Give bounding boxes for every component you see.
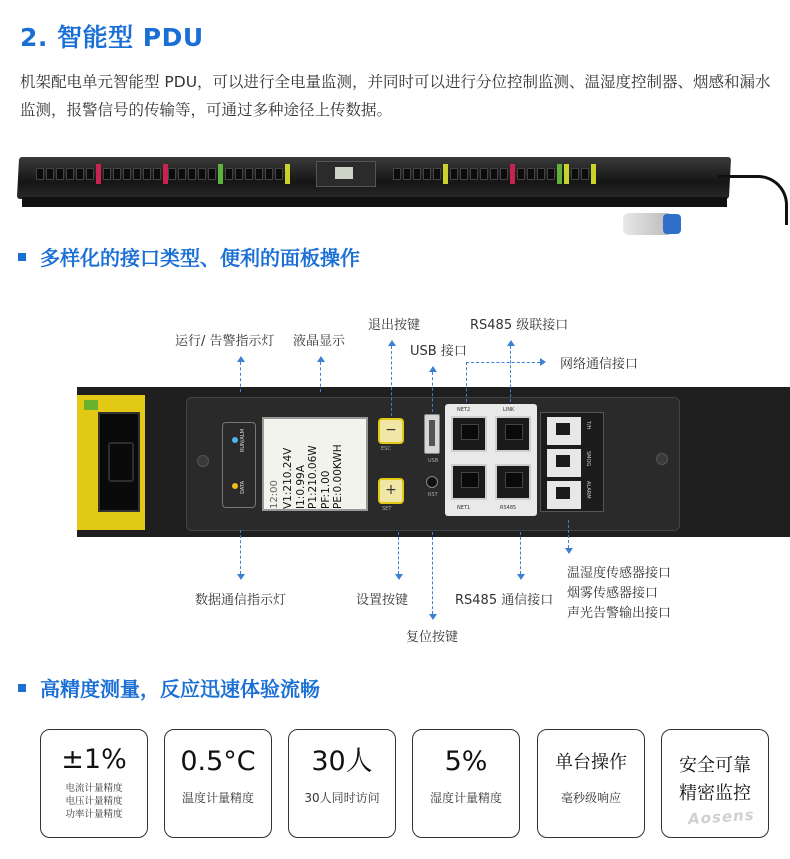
- lcd-energy: PE:0.00KWH: [332, 444, 344, 509]
- stat-value: 30人: [311, 746, 373, 777]
- usb-label: USB: [428, 458, 439, 464]
- run-alarm-led: [232, 437, 238, 443]
- net1-port[interactable]: [451, 464, 487, 500]
- callout-th-sensor: 温湿度传感器接口: [567, 566, 672, 581]
- stat-note: 功率计量精度: [65, 809, 123, 820]
- section-heading-precision: 高精度测量，反应迅速体验流畅: [18, 673, 320, 702]
- led-indicator-box: [222, 422, 256, 508]
- link-label: LINK: [503, 407, 515, 413]
- reset-button[interactable]: [426, 476, 438, 488]
- arrow-up-icon: [317, 356, 325, 362]
- callout-data-led: 数据通信指示灯: [195, 593, 287, 608]
- pdu-lcd-display: [316, 161, 376, 187]
- pdu-strip-image: [18, 155, 778, 250]
- lcd-screen: [262, 417, 368, 511]
- stat-value: 0.5°C: [180, 746, 256, 777]
- stat-desc: 毫秒级响应: [560, 791, 621, 805]
- stat-note: 电压计量精度: [65, 796, 123, 807]
- leader-line: [466, 362, 540, 363]
- data-led: [232, 483, 238, 489]
- esc-label: ESC: [381, 446, 391, 452]
- set-button[interactable]: +: [378, 478, 404, 504]
- callout-exit-key: 退出按键: [368, 318, 421, 333]
- leader-line: [466, 362, 467, 402]
- outlet-group-1: [36, 163, 168, 185]
- power-plug: [623, 213, 673, 235]
- leader-line: [520, 532, 521, 574]
- leader-line: [391, 346, 392, 416]
- arrow-down-icon: [565, 548, 573, 554]
- callout-reset-key: 复位按键: [406, 630, 459, 645]
- stat-value: ±1%: [61, 744, 127, 775]
- leader-line: [510, 346, 511, 402]
- outlet-group-3: [393, 163, 596, 185]
- esc-button[interactable]: −: [378, 418, 404, 444]
- leader-line: [432, 532, 433, 614]
- leader-line: [432, 372, 433, 412]
- callout-lcd-display: 液晶显示: [293, 334, 346, 349]
- callout-smoke-sensor: 烟雾传感器接口: [567, 586, 659, 601]
- stat-note: 电流计量精度: [65, 783, 123, 794]
- stat-line: 安全可靠: [679, 755, 751, 776]
- usb-port[interactable]: [424, 414, 440, 454]
- stat-box-users: [288, 729, 396, 838]
- arrow-up-icon: [507, 340, 515, 346]
- run-alarm-led-label: RUN/ALM: [240, 429, 246, 453]
- section-heading-interfaces: 多样化的接口类型、便利的面板操作: [18, 242, 360, 271]
- page-title: 2. 智能型 PDU: [20, 23, 204, 52]
- lcd-power: P1:210.06W: [307, 445, 319, 509]
- lcd-current: I1:0.99A: [294, 465, 307, 509]
- stat-desc: 温度计量精度: [181, 791, 254, 805]
- stat-value: 5%: [444, 746, 488, 777]
- rs485-cascade-port[interactable]: [495, 416, 531, 452]
- stat-desc: 30人同时访问: [304, 791, 380, 805]
- rj11-port-block: [540, 412, 604, 512]
- rst-label: RST: [428, 492, 438, 498]
- lcd-voltage: V1:210.24V: [282, 447, 294, 509]
- callout-set-key: 设置按键: [356, 593, 409, 608]
- set-label: SET: [382, 506, 392, 512]
- callout-alarm-output: 声光告警输出接口: [567, 606, 672, 621]
- power-cable: [718, 175, 788, 225]
- lcd-time: 12:00: [269, 480, 280, 509]
- callout-run-alarm-led: 运行/ 告警指示灯: [175, 334, 275, 349]
- alarm-output-port[interactable]: [547, 481, 581, 509]
- callout-rs485-cascade: RS485 级联接口: [470, 318, 569, 333]
- arrow-down-icon: [429, 614, 437, 620]
- stat-box-temperature: [164, 729, 272, 838]
- arrow-right-icon: [540, 358, 546, 366]
- th-sensor-port[interactable]: [547, 417, 581, 445]
- arrow-down-icon: [395, 574, 403, 580]
- rj45-port-block: [445, 404, 537, 516]
- arrow-up-icon: [429, 366, 437, 372]
- bullet-square-icon: [18, 684, 26, 692]
- stat-box-operation: [537, 729, 645, 838]
- net1-label: NET1: [457, 505, 471, 511]
- pdu-bottom-edge: [22, 197, 727, 207]
- arrow-up-icon: [237, 356, 245, 362]
- stat-box-humidity: [412, 729, 520, 838]
- stat-line: 精密监控: [679, 783, 751, 804]
- screw-icon: [197, 455, 209, 467]
- smoke-sensor-port[interactable]: [547, 449, 581, 477]
- intro-paragraph: 机架配电单元智能型 PDU，可以进行全电量监测，并同时可以进行分位控制监测、温湿度控制器、烟感和漏水监测，报警信号的传输等，可通过多种途径上传数据。: [20, 73, 771, 119]
- screw-icon: [656, 453, 668, 465]
- outlet-group-2: [168, 163, 290, 185]
- arrow-up-icon: [388, 340, 396, 346]
- callout-usb-port: USB 接口: [410, 344, 467, 359]
- leader-line: [240, 530, 241, 574]
- bullet-square-icon: [18, 253, 26, 261]
- arrow-down-icon: [237, 574, 245, 580]
- lcd-power-factor: PF:1.00: [319, 470, 332, 509]
- leader-line: [398, 532, 399, 574]
- stat-value: 单台操作: [555, 752, 627, 773]
- smog-label: SMOG: [585, 451, 591, 467]
- net2-port[interactable]: [451, 416, 487, 452]
- watermark-logo: Aosens: [687, 805, 756, 829]
- lcd-content: [268, 411, 354, 509]
- leader-line: [568, 520, 569, 548]
- panel-green-tab: [84, 400, 98, 410]
- data-led-label: DATA: [240, 481, 246, 494]
- th-label: T/H: [585, 421, 591, 430]
- alarm-label: ALARM: [585, 481, 591, 499]
- stat-desc: 湿度计量精度: [429, 791, 502, 805]
- arrow-down-icon: [517, 574, 525, 580]
- stat-box-accuracy: [40, 729, 148, 838]
- leader-line: [320, 362, 321, 392]
- rs485-comm-port[interactable]: [495, 464, 531, 500]
- leader-line: [240, 362, 241, 392]
- rs485-label: RS485: [500, 505, 517, 511]
- c19-outlet: [98, 412, 140, 512]
- callout-network-port: 网络通信接口: [560, 357, 639, 372]
- callout-rs485-comm: RS485 通信接口: [455, 593, 554, 608]
- net2-label: NET2: [457, 407, 471, 413]
